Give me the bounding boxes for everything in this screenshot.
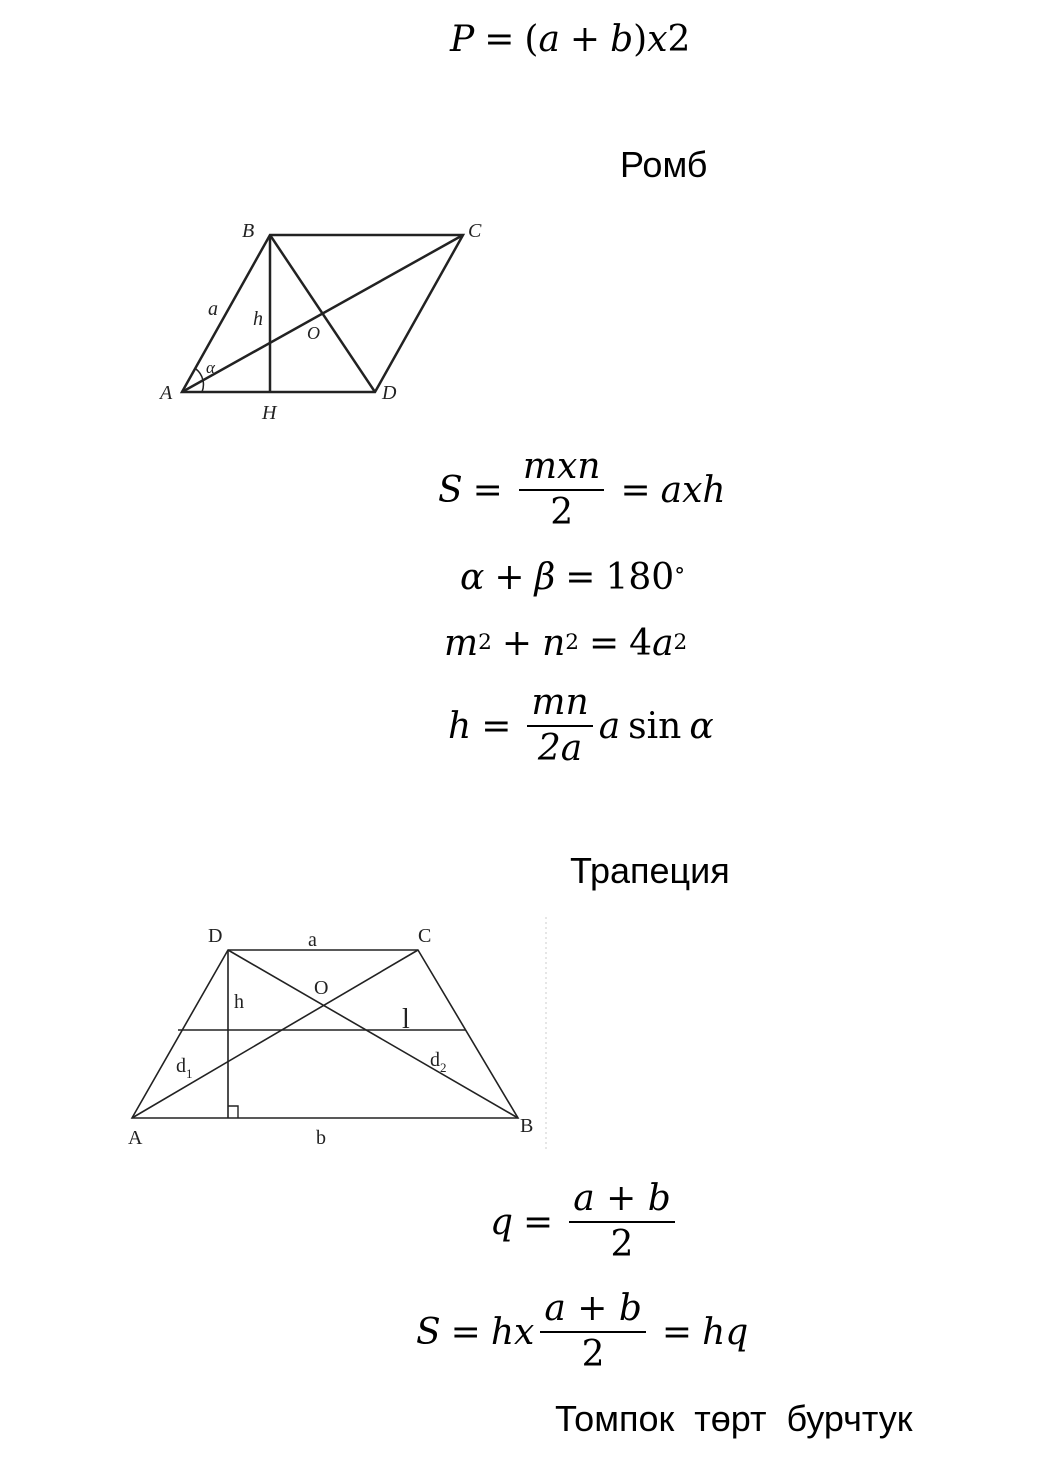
plus-sign: + <box>501 622 533 664</box>
fraction-numerator: a + b <box>573 1178 671 1220</box>
perimeter-symbol: P <box>450 18 475 60</box>
coefficient: 4 <box>629 622 653 664</box>
area-symbol: S <box>416 1311 441 1353</box>
label-alpha: α <box>206 358 215 377</box>
fraction-denominator: 2 <box>581 1334 605 1375</box>
equals-sign: = <box>661 1311 693 1353</box>
trapezoid-outline <box>132 950 518 1118</box>
fraction-numerator: mxn <box>522 446 601 488</box>
rhombus-angle-formula: α + β = 180 ° <box>460 556 685 598</box>
sin-function: sin <box>628 705 682 747</box>
equals-sign: = <box>565 556 596 598</box>
midline-symbol: q <box>490 1201 514 1243</box>
rhombus-diagonal-formula: m 2 + n 2 = 4 a 2 <box>444 622 688 664</box>
diag-m: m <box>444 622 479 664</box>
label-B: B <box>242 220 255 242</box>
label-l: l <box>402 1004 410 1035</box>
beta-symbol: β <box>534 556 556 598</box>
label-d2: $d_2$ <box>430 1049 447 1075</box>
label-a: a <box>308 929 317 951</box>
open-paren: ( <box>524 18 539 60</box>
label-C: C <box>468 220 482 242</box>
fraction <box>527 683 592 768</box>
area-rhs: axh <box>660 469 726 511</box>
rhombus-height-formula <box>448 678 714 774</box>
label-A: A <box>160 382 173 404</box>
equals-sign: = <box>484 18 515 60</box>
rhombus-diagonal-bd <box>270 235 375 392</box>
height-symbol: h <box>448 705 472 747</box>
label-h: h <box>253 308 263 330</box>
equals-sign: = <box>589 622 620 664</box>
alpha-symbol: α <box>689 705 714 747</box>
right-angle-mark <box>228 1106 238 1118</box>
label-D: D <box>208 925 223 947</box>
perimeter-formula <box>450 14 690 64</box>
equals-sign: = <box>523 1201 554 1243</box>
label-h: h <box>234 991 244 1013</box>
diag-n: n <box>542 622 566 664</box>
alpha-symbol: α <box>460 556 485 598</box>
trapezoid-diagram <box>120 912 560 1157</box>
fraction <box>540 1289 646 1374</box>
label-a: a <box>208 298 218 320</box>
trapezoid-diagonal-d1 <box>132 950 418 1118</box>
area-rhs: hq <box>702 1311 749 1353</box>
height-times: hx <box>490 1311 535 1353</box>
side-a: a <box>652 622 674 664</box>
side-a: a <box>538 18 560 60</box>
label-O: O <box>307 323 320 343</box>
times-x: x <box>647 18 668 60</box>
side-b: b <box>610 18 634 60</box>
trapezoid-title: Трапеция <box>570 850 730 891</box>
plus-sign: + <box>569 18 601 60</box>
area-symbol: S <box>438 469 463 511</box>
trapezoid-diagonal-d2 <box>228 950 518 1118</box>
factor-two: 2 <box>667 18 691 60</box>
convex-quadrilateral-title: Томпок төрт бурчтук <box>555 1398 913 1439</box>
fraction-denominator: 2 <box>610 1224 634 1265</box>
rhombus-angle-arc <box>196 369 203 392</box>
fraction-denominator: 2a <box>537 728 583 769</box>
rhombus-diagram <box>120 205 520 435</box>
fraction <box>569 1179 675 1264</box>
equals-sign: = <box>481 705 512 747</box>
rhombus-title: Ромб <box>620 144 708 185</box>
angle-value: 180 <box>605 556 675 598</box>
equals-sign: = <box>450 1311 481 1353</box>
fraction-numerator: mn <box>531 682 589 724</box>
equals-sign: = <box>472 469 503 511</box>
label-b: b <box>316 1127 326 1149</box>
label-O: O <box>314 977 329 999</box>
plus-sign: + <box>494 556 525 598</box>
label-A: A <box>128 1127 143 1149</box>
side-a: a <box>598 705 621 747</box>
trapezoid-area-formula <box>416 1284 748 1380</box>
rhombus-area-formula <box>438 442 726 538</box>
trapezoid-midline-formula <box>490 1174 681 1270</box>
fraction-numerator: a + b <box>544 1288 642 1330</box>
close-paren: ) <box>633 18 648 60</box>
fraction-denominator: 2 <box>550 492 574 533</box>
label-H: H <box>262 402 277 424</box>
label-C: C <box>418 925 432 947</box>
equals-sign: = <box>620 469 651 511</box>
label-D: D <box>382 382 397 404</box>
label-d1: $d_1$ <box>176 1055 193 1081</box>
label-B: B <box>520 1115 534 1137</box>
fraction <box>519 447 605 532</box>
